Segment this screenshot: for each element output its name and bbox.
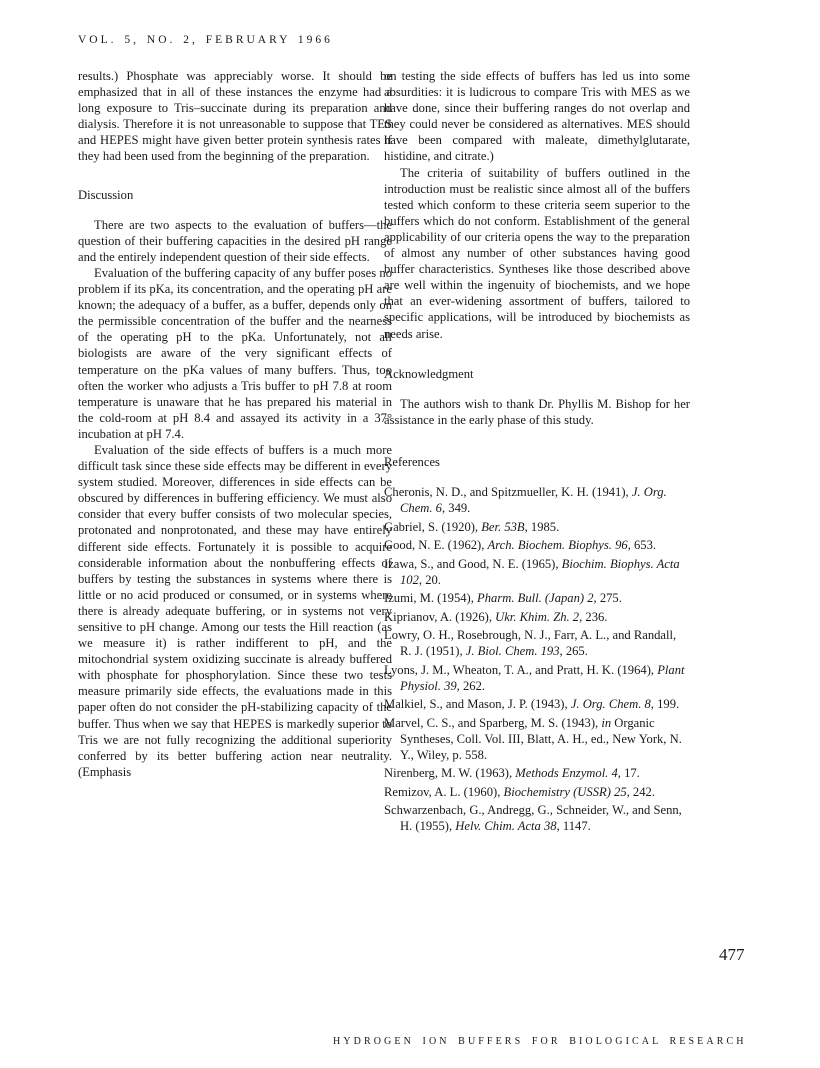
reference-citation: , 20. bbox=[418, 572, 441, 587]
reference-item bbox=[384, 519, 690, 535]
reference-journal: J. Org. Chem. 8 bbox=[570, 697, 651, 712]
reference-authors: Malkiel, S., and Mason, J. P. (1943), bbox=[384, 697, 571, 712]
reference-authors: Schwarzenbach, G., Andregg, G., Schneider, W., and Senn, H. (1955), bbox=[384, 803, 682, 834]
reference-citation: , 236. bbox=[579, 609, 608, 624]
reference-journal: Methods Enzymol. 4 bbox=[515, 766, 618, 781]
discussion-paragraph: Evaluation of the buffering capacity of any buffer poses no problem if its pKa, its concentration, and the operating pH are known; the adequacy of a buffer, as a buffer, depends only on the permissible concentration of the buffer and the nearness of the operating pH to the pKa. Unfortunately, not all biologists are aware of the very significant effects of temperature on the pKa values of many buffers. Thus, too often the worker who adjusts a Tris buffer to pH 7.8 at room temperature is unaware that he has prepared his material in the cold-room at pH 8.4 and assayed its activity in a 37° incubation at pH 7.4. bbox=[78, 265, 392, 441]
reference-journal: Ber. 53B bbox=[481, 519, 525, 534]
body-paragraph: The criteria of suitability of buffers outlined in the introduction must be realistic since almost all of the buffers tested which conform to these criteria seem superior to the buffers which do not conform. Establishment of the general applicability of our criteria opens the way to the preparation of almost any number of other substances having good buffer characteristics. Syntheses like those described above are well within the ingenuity of biochemists, and we hope that an ever-widening assortment of buffers, tailored to specific applications, will be introduced by biochemists as needs arise. bbox=[384, 165, 690, 341]
reference-journal: Helv. Chim. Acta 38 bbox=[455, 819, 557, 834]
reference-authors: Good, N. E. (1962), bbox=[384, 538, 488, 553]
reference-journal: Biochemistry (USSR) 25 bbox=[503, 784, 627, 799]
reference-citation: , 653. bbox=[627, 538, 657, 553]
reference-citation: , 199. bbox=[650, 697, 680, 712]
reference-authors: Gabriel, S. (1920), bbox=[384, 519, 482, 534]
reference-authors: Nirenberg, M. W. (1963), bbox=[384, 766, 516, 781]
reference-item bbox=[384, 609, 690, 625]
reference-authors: Remizov, A. L. (1960), bbox=[384, 784, 504, 799]
intro-paragraph: results.) Phosphate was appreciably worse. It should be emphasized that in all of these instances the enzyme had a long exposure to Tris–succinate during its preparation and dialysis. Therefore it is not unreasonable to suppose that TES and HEPES might have given better protein synthesis rates if they had been used from the beginning of the preparation. bbox=[78, 69, 392, 164]
reference-item bbox=[384, 627, 690, 659]
section-title-discussion: Discussion bbox=[78, 187, 134, 202]
reference-authors: Izawa, S., and Good, N. E. (1965), bbox=[384, 556, 562, 571]
reference-journal: Pharm. Bull. (Japan) 2 bbox=[477, 591, 594, 606]
discussion-paragraph: Evaluation of the side effects of buffers is a much more difficult task since these side effects may be different in every system studied. Moreover, differences in side effects can be obscured by differences in buffering efficiency. We must also consider that every buffer consists of two molecular species, protonated and nonprotonated, and these may have entirely different side effects. Fortunately it is possible to acquire considerable information about the nonbuffering effects of buffers by testing the substances in systems where there is little or no acid produced or consumed, or in systems where there is already adequate buffering, or in systems not very sensitive to pH change. Among our tests the Hill reaction (as we measure it) is rather indifferent to pH, and the mitochondrial system oxidizing succinate is already buffered with phosphate for phosphorylation. Since these two tests measure primarily side effects, the evaluations made in this paper often do not consider the pH-stabilizing capacity of the buffer. Thus when we say that HEPES is markedly superior to Tris we are not fully recognizing the additional superiority conferred by its better buffering action near neutrality. (Emphasis bbox=[78, 442, 392, 779]
body-paragraph: on testing the side effects of buffers has led us into some absurdities: it is ludicrous to compare Tris with MES as we have done, since their buffering ranges do not overlap and they could never be considered as alternatives. MES should have been compared with maleate, dimethylglutarate, histidine, and citrate.) bbox=[384, 69, 690, 164]
reference-item bbox=[384, 590, 690, 606]
reference-citation: , 1985. bbox=[524, 519, 560, 534]
reference-citation: , 275. bbox=[593, 591, 622, 606]
reference-list bbox=[384, 484, 690, 835]
reference-authors: Lyons, J. M., Wheaton, T. A., and Pratt, H. K. (1964), bbox=[384, 662, 658, 677]
reference-journal: J. Biol. Chem. 193 bbox=[465, 644, 560, 659]
reference-item bbox=[384, 537, 690, 553]
reference-item bbox=[384, 662, 690, 694]
reference-journal: Plant Physiol. 39 bbox=[400, 662, 685, 693]
running-footer: HYDROGEN ION BUFFERS FOR BIOLOGICAL RESEARCH bbox=[333, 1036, 747, 1047]
reference-journal: in bbox=[601, 715, 612, 730]
acknowledgment-text: The authors wish to thank Dr. Phyllis M. Bishop for her assistance in the early phase of this study. bbox=[384, 396, 690, 427]
reference-authors: Lowry, O. H., Rosebrough, N. J., Farr, A. L., and Randall, R. J. (1951), bbox=[384, 628, 677, 659]
reference-journal: Ukr. Khim. Zh. 2 bbox=[495, 609, 580, 624]
reference-item bbox=[384, 484, 690, 516]
page-number: 477 bbox=[719, 945, 745, 964]
reference-authors: Cheronis, N. D., and Spitzmueller, K. H. (1941), bbox=[384, 484, 632, 499]
reference-journal: J. Org. Chem. 6 bbox=[400, 484, 667, 516]
left-column bbox=[78, 68, 392, 780]
reference-authors: Izumi, M. (1954), bbox=[384, 591, 478, 606]
reference-citation: , 1147. bbox=[556, 819, 591, 834]
section-title-acknowledgment: Acknowledgment bbox=[384, 366, 474, 381]
reference-authors: Marvel, C. S., and Sparberg, M. S. (1943), bbox=[384, 715, 602, 730]
reference-citation: , 349. bbox=[441, 501, 471, 516]
reference-citation: , 265. bbox=[559, 644, 588, 659]
reference-authors: Kiprianov, A. (1926), bbox=[384, 609, 496, 624]
reference-item bbox=[384, 715, 690, 763]
reference-citation: , 17. bbox=[617, 766, 640, 781]
running-header: VOL. 5, NO. 2, FEBRUARY 1966 bbox=[78, 34, 333, 46]
reference-item bbox=[384, 802, 690, 834]
reference-item bbox=[384, 556, 690, 588]
reference-item bbox=[384, 696, 690, 712]
reference-citation: , 242. bbox=[626, 784, 655, 799]
reference-citation: , 262. bbox=[456, 678, 486, 693]
discussion-paragraph: There are two aspects to the evaluation of buffers—the question of their buffering capacities in the desired pH range and the entirely independent question of their side effects. bbox=[78, 217, 392, 264]
reference-item bbox=[384, 784, 690, 800]
reference-journal: Arch. Biochem. Biophys. 96 bbox=[487, 538, 628, 553]
reference-journal: Biochim. Biophys. Acta 102 bbox=[400, 556, 680, 587]
right-column bbox=[384, 68, 690, 837]
reference-item bbox=[384, 765, 690, 781]
reference-citation: Organic Syntheses, Coll. Vol. III, Blatt, A. H., ed., New York, N. Y., Wiley, p. 558. bbox=[400, 715, 682, 762]
section-title-references: References bbox=[384, 454, 440, 469]
